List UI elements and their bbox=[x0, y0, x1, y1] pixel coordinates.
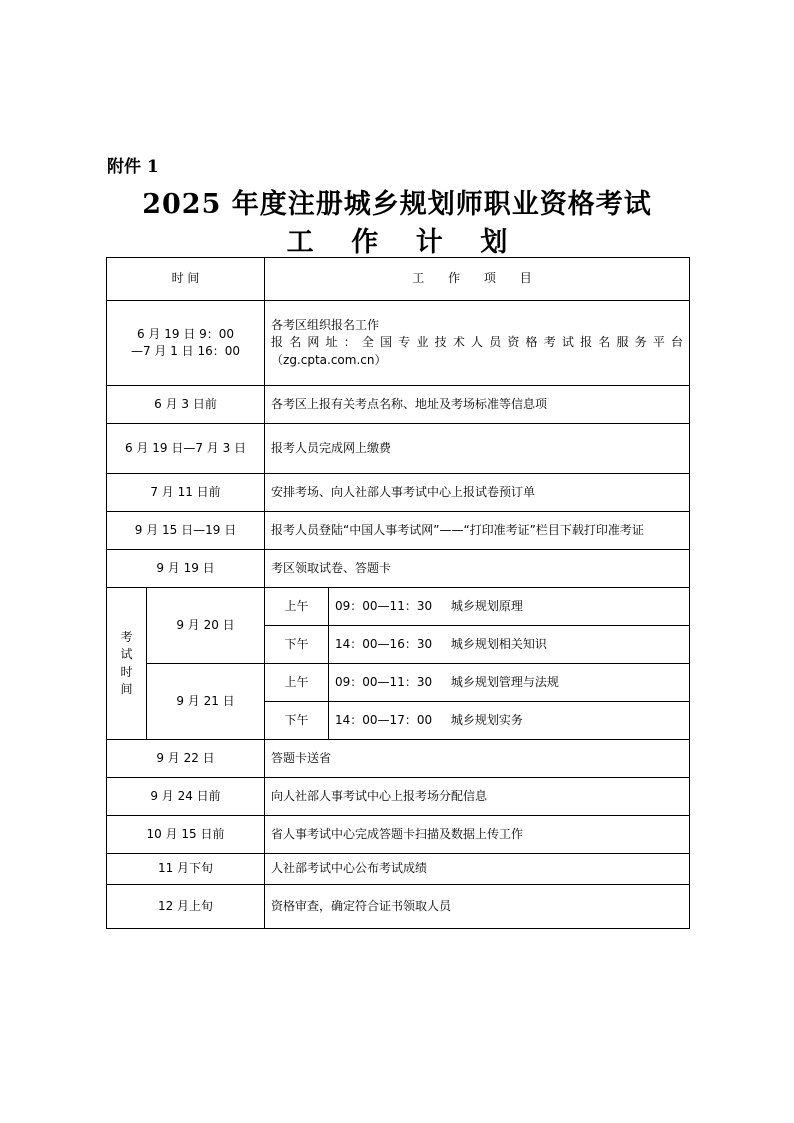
table-row bbox=[107, 386, 690, 424]
exam-detail bbox=[329, 626, 690, 664]
exam-time-label bbox=[107, 588, 147, 740]
exam-period: 上午 bbox=[265, 664, 329, 702]
row-item: 省人事考试中心完成答题卡扫描及数据上传工作 bbox=[265, 816, 690, 854]
row-time: 6 月 3 日前 bbox=[107, 386, 265, 424]
exam-detail bbox=[329, 664, 690, 702]
row-item: 各考区上报有关考点名称、地址及考场标准等信息项 bbox=[265, 386, 690, 424]
row-item-line: 各考区组织报名工作 bbox=[271, 317, 380, 332]
row-item: 安排考场、向人社部人事考试中心上报试卷预订单 bbox=[265, 474, 690, 512]
row-time: 10 月 15 日前 bbox=[107, 816, 265, 854]
row-item: 向人社部人事考试中心上报考场分配信息 bbox=[265, 778, 690, 816]
attachment-label: 附件 1 bbox=[107, 157, 159, 177]
exam-time: 14：00—16：30 bbox=[335, 636, 433, 651]
table-header-row bbox=[107, 258, 690, 301]
exam-detail bbox=[329, 588, 690, 626]
exam-period: 下午 bbox=[265, 702, 329, 740]
table-row bbox=[107, 474, 690, 512]
row-time bbox=[107, 301, 265, 386]
exam-period: 下午 bbox=[265, 626, 329, 664]
table-row bbox=[107, 512, 690, 550]
table-row bbox=[107, 550, 690, 588]
row-time-line: 6 月 19 日 9：00 bbox=[136, 326, 235, 341]
exam-period: 上午 bbox=[265, 588, 329, 626]
row-time: 9 月 22 日 bbox=[107, 740, 265, 778]
table-row bbox=[107, 885, 690, 929]
row-item bbox=[265, 301, 690, 386]
row-item: 考区领取试卷、答题卡 bbox=[265, 550, 690, 588]
exam-time: 09：00—11：30 bbox=[335, 674, 433, 689]
table-row bbox=[107, 740, 690, 778]
row-item: 报考人员登陆“中国人事考试网”——“打印准考证”栏目下载打印准考证 bbox=[265, 512, 690, 550]
table-row bbox=[107, 816, 690, 854]
row-item-line: （zg.cpta.com.cn） bbox=[271, 352, 387, 367]
row-item: 答题卡送省 bbox=[265, 740, 690, 778]
header-item: 工 作 项 目 bbox=[265, 258, 690, 301]
document-title: 2025 年度注册城乡规划师职业资格考试 bbox=[142, 189, 652, 220]
exam-date: 9 月 20 日 bbox=[147, 588, 265, 664]
exam-detail bbox=[329, 702, 690, 740]
document-subtitle: 工 作 计 划 bbox=[286, 227, 508, 258]
exam-date: 9 月 21 日 bbox=[147, 664, 265, 740]
exam-time: 09：00—11：30 bbox=[335, 598, 433, 613]
row-item-line: 报名网址：全国专业技术人员资格考试报名服务平台 bbox=[271, 335, 684, 350]
exam-subject: 城乡规划原理 bbox=[450, 598, 523, 613]
exam-subject: 城乡规划实务 bbox=[450, 712, 523, 727]
row-item: 报考人员完成网上缴费 bbox=[265, 424, 690, 474]
exam-label-char: 试 bbox=[120, 647, 133, 662]
table-row bbox=[107, 301, 690, 386]
work-plan-table bbox=[106, 257, 690, 929]
exam-session-row bbox=[107, 664, 690, 702]
row-time: 9 月 19 日 bbox=[107, 550, 265, 588]
exam-label-char: 间 bbox=[120, 681, 133, 696]
row-time: 12 月上旬 bbox=[107, 885, 265, 929]
exam-time: 14：00—17：00 bbox=[335, 712, 433, 727]
row-time: 11 月下旬 bbox=[107, 854, 265, 885]
exam-label-char: 时 bbox=[120, 664, 133, 679]
row-time-line: —7 月 1 日 16：00 bbox=[130, 344, 241, 358]
table-row bbox=[107, 854, 690, 885]
exam-subject: 城乡规划管理与法规 bbox=[450, 674, 559, 689]
row-item: 人社部考试中心公布考试成绩 bbox=[265, 854, 690, 885]
row-item: 资格审查，确定符合证书领取人员 bbox=[265, 885, 690, 929]
row-time: 7 月 11 日前 bbox=[107, 474, 265, 512]
row-time: 9 月 15 日—19 日 bbox=[107, 512, 265, 550]
exam-label-char: 考 bbox=[120, 629, 133, 644]
exam-subject: 城乡规划相关知识 bbox=[450, 636, 547, 651]
table-row bbox=[107, 424, 690, 474]
header-time: 时 间 bbox=[107, 258, 265, 301]
row-time: 6 月 19 日—7 月 3 日 bbox=[107, 424, 265, 474]
row-time: 9 月 24 日前 bbox=[107, 778, 265, 816]
table-row bbox=[107, 778, 690, 816]
exam-session-row bbox=[107, 588, 690, 626]
